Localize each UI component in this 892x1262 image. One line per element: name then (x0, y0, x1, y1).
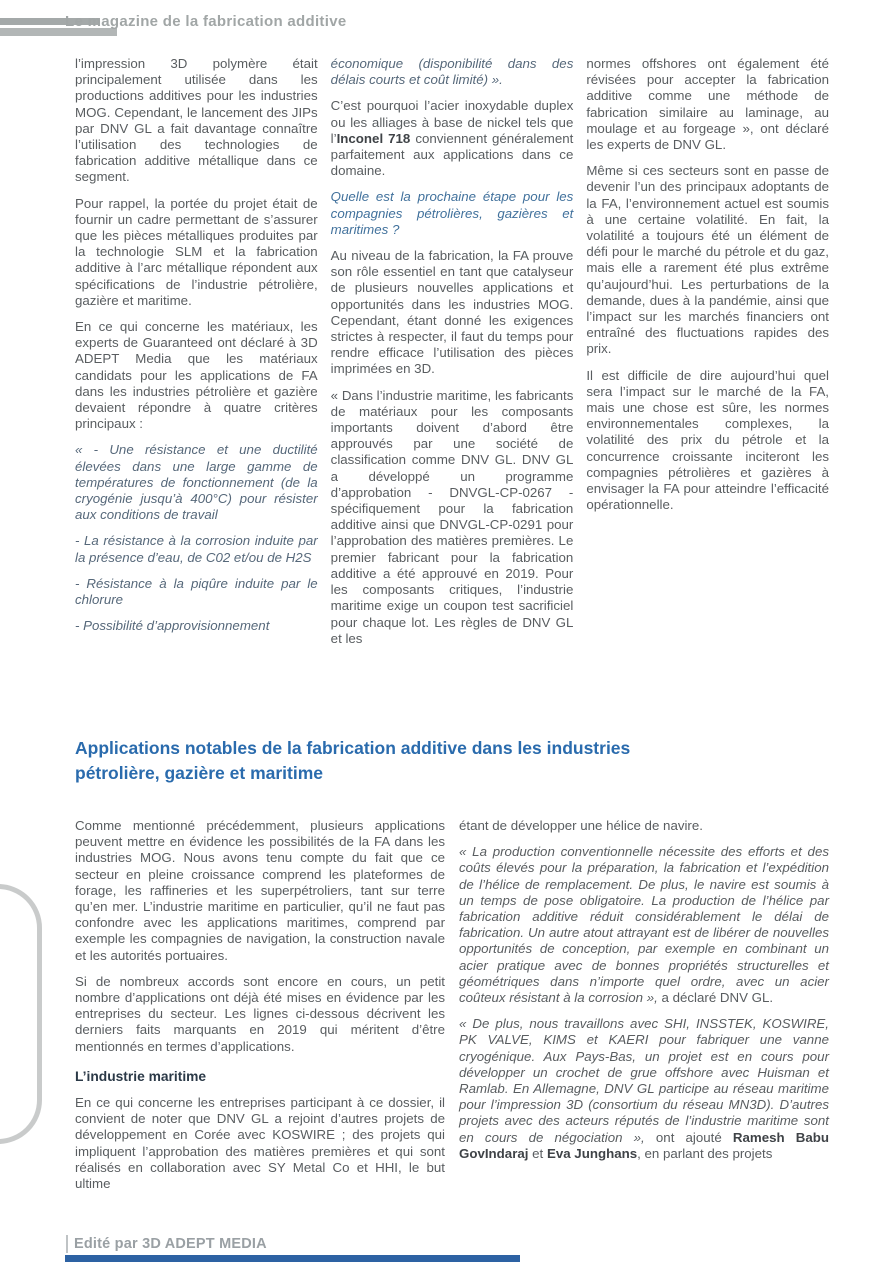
article-bottom-column-1 (75, 818, 445, 1202)
paragraph: C’est pourquoi l’acier inoxydable duplex ou les alliages à base de nickel tels que l’Inconel 718 conviennent généralement parfaitement aux applications dans ce domaine. (330, 98, 574, 179)
paragraph: Quelle est la prochaine étape pour les compagnies pétrolières, gazières et maritimes ? (330, 189, 574, 237)
magazine-title: Le magazine de la fabrication additive (65, 13, 347, 30)
paragraph: - Résistance à la piqûre induite par le chlorure (75, 575, 318, 608)
paragraph: « La production conventionnelle nécessite des efforts et des coûts élevés pour la préparation, la fabrication et l’expédition de l’hélice de remplacement. De plus, le navire est soumis à un temps de pose obligatoire. La production de l’hélice par fabrication additive réduit considérablement le délai de fabrication. Un autre atout attrayant est de libérer de nouvelles opportunités de conception, par exemple en combinant un acier pratique avec de bonnes propriétés structurelles et géométriques dans n’importe quel ordre, avec un acier coûteux résistant à la corrosion », a déclaré DNV GL. (459, 844, 829, 1006)
paragraph: Pour rappel, la portée du projet était de fournir un cadre permettant de s’assurer que les pièces métalliques produites par la technologie SLM et la fabrication additive à l’arc métallique répondent aux spécifications de l’industrie pétrolière, gazière et maritime. (75, 195, 318, 308)
paragraph: « - Une résistance et une ductilité élevées dans une large gamme de températures de fonctionnement (de la cryogénie jusqu’à 400°C) pour résister aux conditions de travail (75, 442, 318, 523)
paragraph: Si de nombreux accords sont encore en cours, un petit nombre d’applications ont déjà été mises en évidence par les entreprises du secteur. Les lignes ci-dessous décrivent les derniers faits marquants en 2019 qui méritent d’être mentionnés en termes d’applications. (75, 973, 445, 1054)
article-column-1 (75, 56, 318, 657)
paragraph: Comme mentionné précédemment, plusieurs applications peuvent mettre en évidence les possibilités de la FA dans les industries MOG. Nous avons tenu compte du fait que ce secteur en pleine croissance comprend les plateformes de forage, les raffineries et les superpétroliers, tant sur terre qu’en mer. L’industrie maritime en particulier, qu’il ne faut pas confondre avec les applications maritimes, comprend par exemple les compagnies de navigation, la construction navale et les autorités portuaires. (75, 818, 445, 963)
footer-divider-line (66, 1235, 68, 1253)
paragraph: « De plus, nous travaillons avec SHI, INSSTEK, KOSWIRE, PK VALVE, KIMS et KAERI pour fabriquer une vanne cryogénique. Aux Pays-Bas, un projet est en cours pour développer un crochet de grue offshore avec Huisman et Ramlab. En Allemagne, DNV GL participe au réseau maritime pour l’impression 3D (consortium du réseau MN3D). D’autres projets avec des acteurs réputés de l’industrie maritime sont en cours de négociation », ont ajouté Ramesh Babu GovIndaraj et Eva Junghans, en parlant des projets (459, 1016, 830, 1161)
subsection-heading: L’industrie maritime (75, 1068, 207, 1084)
article-column-2 (331, 56, 574, 657)
footer-credit: Edité par 3D ADEPT MEDIA (74, 1236, 267, 1252)
section-heading: Applications notables de la fabrication additive dans les industries pétrolière, gazière et maritime (75, 738, 631, 783)
article-top-section (75, 56, 829, 657)
decorative-rounded-outline (0, 884, 42, 1144)
paragraph: « Dans l’industrie maritime, les fabricants de matériaux pour les composants importants doivent d’abord être approuvés par une société de classification comme DNV GL. DNV GL a développé un programme d’approbation - DNVGL-CP-0267 - spécifiquement pour la fabrication additive ainsi que DNVGL-CP-0291 pour l’approbation des matières premières. Le premier fabricant pour la fabrication additive a été approuvé en 2019. Pour les composants critiques, l’industrie maritime exige un coupon test sacrificiel pour chaque lot. Les règles de DNV GL et les (330, 387, 574, 646)
paragraph: économique (disponibilité dans des délais courts et coût limité) ». (330, 56, 574, 88)
paragraph: En ce qui concerne les matériaux, les experts de Guaranteed ont déclaré à 3D ADEPT Media que les matériaux candidats pour les applications de FA dans les industries pétrolière et gazière devaient répondre à quatre critères principaux : (75, 319, 318, 432)
article-column-3 (586, 56, 829, 657)
paragraph: Au niveau de la fabrication, la FA prouve son rôle essentiel en tant que catalyseur de plusieurs nouvelles applications et opportunités dans les industries MOG. Cependant, étant donné les exigences strictes à respecter, il faut du temps pour rendre efficace l’utilisation des pièces imprimées en 3D. (330, 248, 574, 377)
paragraph: Même si ces secteurs sont en passe de devenir l’un des principaux adoptants de la FA, l’environnement actuel est soumis à une certaine volatilité. En fait, la volatilité a toujours été un élément de défi pour le marché du pétrole et du gaz, mais elle a rarement été plus extrême qu’aujourd’hui. Les perturbations de la demande, dues à la pandémie, ainsi que l’impact sur les marchés financiers ont entraîné des fluctuations rapides des prix. (586, 163, 830, 357)
paragraph: - La résistance à la corrosion induite par la présence d’eau, de C02 et/ou de H2S (75, 533, 318, 565)
paragraph: - Possibilité d’approvisionnement (75, 618, 270, 634)
article-bottom-section (75, 818, 829, 1202)
paragraph: étant de développer une hélice de navire. (459, 818, 703, 833)
footer-accent-bar (65, 1255, 520, 1262)
paragraph: En ce qui concerne les entreprises participant à ce dossier, il convient de noter que DNV GL a rejoint d’autres projets de développement en Corée avec KOSWIRE ; des projets qui impliquent l’approbation des matières premières et qui sont réalisés en collaboration avec SY Metal Co et HHI, le but ultime (75, 1095, 445, 1192)
paragraph: Il est difficile de dire aujourd’hui quel sera l’impact sur le marché de la FA, mais une chose est sûre, les normes environnementales complexes, la volatilité des prix du pétrole et la concurrence croissante inciteront les compagnies pétrolières et gazières à envisager la FA pour atteindre l’efficacité opérationnelle. (586, 367, 830, 513)
paragraph: l’impression 3D polymère était principalement utilisée dans les productions additives pour les industries MOG. Cependant, le lancement des JIPs par DNV GL a fait davantage connaître l’utilisation des technologies de fabrication additive métallique dans ce segment. (75, 56, 318, 185)
article-bottom-column-2 (459, 818, 829, 1202)
paragraph: normes offshores ont également été révisées pour accepter la fabrication additive comme une méthode de fabrication similaire au laminage, au moulage et au forgeage », ont déclaré les experts de DNV GL. (586, 56, 830, 153)
